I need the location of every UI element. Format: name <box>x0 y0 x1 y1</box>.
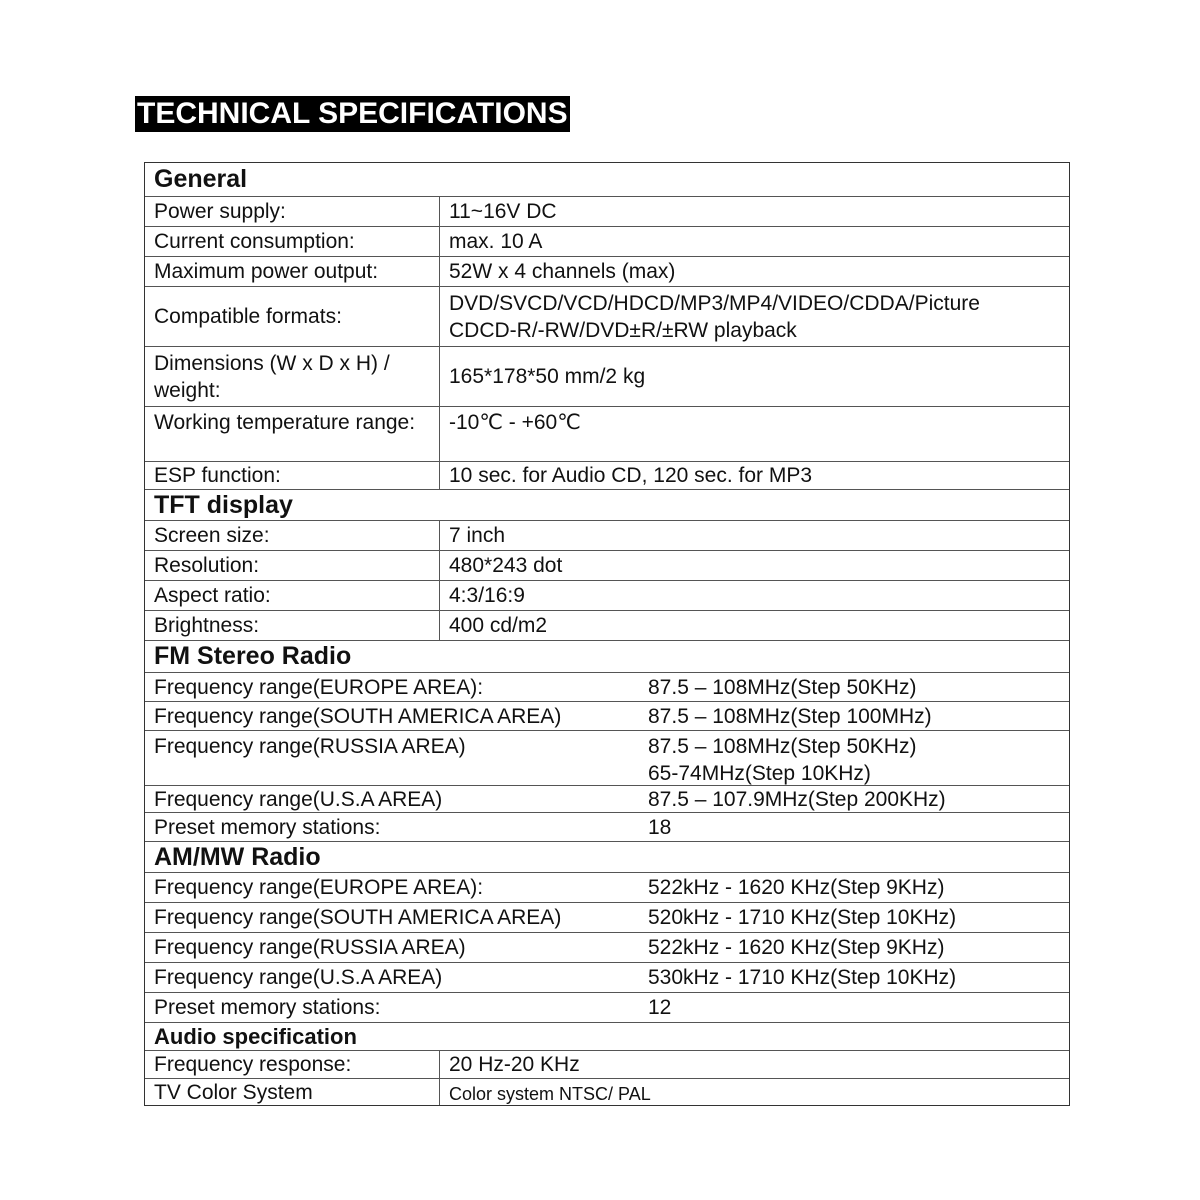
spec-row <box>145 226 1069 256</box>
spec-row <box>145 785 1069 812</box>
page-title: TECHNICAL SPECIFICATIONS <box>137 97 568 130</box>
spec-value: 480*243 dot <box>439 551 1069 580</box>
spec-label: Frequency range(EUROPE AREA): <box>154 675 484 699</box>
spec-value: 12 <box>648 996 672 1019</box>
spec-row <box>145 1078 1069 1105</box>
spec-row <box>145 580 1069 610</box>
spec-label: Frequency range(SOUTH AMERICA AREA) <box>154 906 562 929</box>
spec-label: Compatible formats: <box>154 305 342 328</box>
spec-label: Brightness: <box>154 614 260 637</box>
spec-label: Preset memory stations: <box>154 815 381 839</box>
spec-row <box>145 286 1069 346</box>
spec-value: 165*178*50 mm/2 kg <box>439 347 1069 406</box>
spec-value: 522kHz - 1620 KHz(Step 9KHz) <box>648 876 945 899</box>
section-heading-general: General <box>154 165 248 193</box>
spec-value: 10 sec. for Audio CD, 120 sec. for MP3 <box>439 462 1069 489</box>
spec-row <box>145 346 1069 406</box>
spec-label: TV Color System <box>154 1080 313 1104</box>
spec-value: max. 10 A <box>439 227 1069 256</box>
spec-label-text: Dimensions (W x D x H) / weight: <box>154 351 390 402</box>
spec-label: Preset memory stations: <box>154 996 381 1019</box>
spec-row <box>145 812 1069 841</box>
spec-row <box>145 461 1069 489</box>
spec-value: 7 inch <box>439 521 1069 550</box>
section-heading-fm: FM Stereo Radio <box>145 640 1069 672</box>
spec-label: Frequency range(SOUTH AMERICA AREA) <box>154 704 562 728</box>
spec-row <box>145 196 1069 226</box>
spec-value-text <box>648 733 916 787</box>
spec-value: 4:3/16:9 <box>439 581 1069 610</box>
spec-label: ESP function: <box>154 464 281 487</box>
spec-label: Aspect ratio: <box>154 584 271 607</box>
spec-label: Frequency response: <box>154 1053 352 1076</box>
spec-row <box>145 962 1069 992</box>
spec-value-text: DVD/SVCD/VCD/HDCD/MP3/MP4/VIDEO/CDDA/Picture CDCD-R/-RW/DVD±R/±RW playback <box>449 291 980 342</box>
spec-value-line-2: 65-74MHz(Step 10KHz) <box>648 762 871 785</box>
spec-row <box>145 550 1069 580</box>
spec-value: -10℃ - +60℃ <box>439 407 1069 461</box>
spec-value: Color system NTSC/ PAL <box>439 1079 1069 1105</box>
spec-row <box>145 672 1069 701</box>
spec-label: Screen size: <box>154 524 270 547</box>
spec-value: 400 cd/m2 <box>439 611 1069 640</box>
spec-label: Frequency range(U.S.A AREA) <box>154 966 443 989</box>
spec-value: 87.5 – 107.9MHz(Step 200KHz) <box>648 787 946 811</box>
spec-value <box>639 731 1069 785</box>
spec-label: Maximum power output: <box>154 260 379 283</box>
section-heading-am: AM/MW Radio <box>145 841 1069 872</box>
spec-value: 11~16V DC <box>439 197 1069 226</box>
spec-value: 18 <box>648 815 672 839</box>
section-heading-tft: TFT display <box>145 489 1069 520</box>
spec-label: Frequency range(EUROPE AREA): <box>154 876 484 899</box>
spec-table <box>144 162 1070 1106</box>
spec-label: Frequency range(U.S.A AREA) <box>154 787 443 811</box>
spec-value: 52W x 4 channels (max) <box>439 257 1069 286</box>
spec-row <box>145 256 1069 286</box>
spec-row <box>145 932 1069 962</box>
spec-row <box>145 701 1069 730</box>
spec-row <box>145 902 1069 932</box>
spec-row <box>145 520 1069 550</box>
spec-label <box>145 347 439 406</box>
spec-row <box>145 872 1069 902</box>
section-heading-audio: Audio specification <box>145 1022 1069 1050</box>
spec-row <box>145 1050 1069 1078</box>
spec-row <box>145 406 1069 461</box>
spec-value: 87.5 – 108MHz(Step 100MHz) <box>648 704 932 728</box>
spec-label: Power supply: <box>154 200 286 223</box>
spec-label: Current consumption: <box>154 230 355 253</box>
spec-value <box>439 287 1069 346</box>
spec-value-line-1: 87.5 – 108MHz(Step 50KHz) <box>648 735 917 758</box>
spec-row <box>145 992 1069 1022</box>
spec-label: Frequency range(RUSSIA AREA) <box>154 936 466 959</box>
spec-label: Resolution: <box>154 554 260 577</box>
spec-label-text: Working temperature range: <box>154 411 416 434</box>
spec-label: Frequency range(RUSSIA AREA) <box>154 735 466 758</box>
spec-value: 87.5 – 108MHz(Step 50KHz) <box>648 675 917 699</box>
spec-row <box>145 610 1069 640</box>
spec-value: 522kHz - 1620 KHz(Step 9KHz) <box>648 936 945 959</box>
spec-value: 20 Hz-20 KHz <box>439 1051 1069 1078</box>
spec-value: 530kHz - 1710 KHz(Step 10KHz) <box>648 966 957 989</box>
spec-value: 520kHz - 1710 KHz(Step 10KHz) <box>648 906 957 929</box>
spec-label <box>145 407 439 461</box>
spec-row <box>145 730 1069 785</box>
